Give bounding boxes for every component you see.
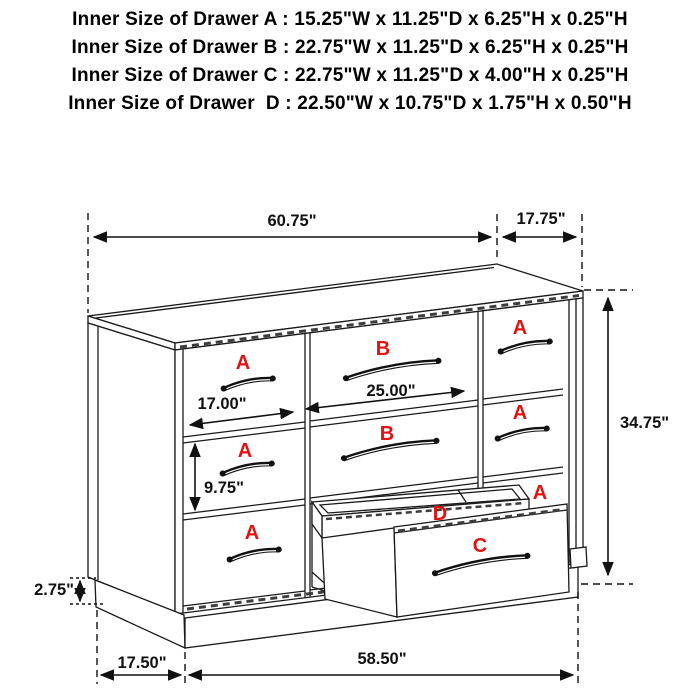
left-side-panel — [88, 323, 175, 612]
drawer-stop-bracket — [570, 547, 587, 568]
header-line-drawer-d: Inner Size of Drawer D : 22.50"W x 10.75"D x 1.75"H x 0.50"H — [68, 93, 632, 114]
drawer-label-a3: A — [244, 522, 260, 544]
drawer-label-a6: A — [532, 482, 548, 504]
drawer-label-b2: B — [379, 423, 395, 445]
drawer-label-b1: B — [375, 338, 391, 360]
dim-top-width-label: 60.75" — [267, 212, 317, 230]
drawer-label-c: C — [472, 535, 488, 557]
header-line-drawer-b: Inner Size of Drawer B : 22.75"W x 11.25"D x 6.25"H x 0.25"H — [71, 37, 629, 58]
drawer-label-d: D — [432, 503, 448, 525]
drawer-label-a4: A — [512, 317, 528, 339]
dim-base-width-label: 58.50" — [357, 650, 407, 668]
dim-drawer-a-height-label: 9.75" — [204, 479, 244, 497]
drawer-label-a2: A — [237, 440, 253, 462]
dim-base-height-label: 2.75" — [34, 581, 74, 599]
dim-drawer-a-width-label: 17.00" — [197, 395, 247, 413]
dim-top-depth-label: 17.75" — [516, 210, 566, 228]
header-line-drawer-c: Inner Size of Drawer C : 22.75"W x 11.25"D x 4.00"H x 0.25"H — [71, 65, 629, 86]
dim-overall-height-label: 34.75" — [620, 414, 670, 432]
header-line-drawer-a: Inner Size of Drawer A : 15.25"W x 11.25"D x 6.25"H x 0.25"H — [72, 9, 628, 30]
dim-base-depth-label: 17.50" — [117, 654, 167, 672]
drawer-label-a1: A — [235, 352, 251, 374]
drawer-label-a5: A — [512, 402, 528, 424]
dim-drawer-b-width-label: 25.00" — [366, 382, 416, 400]
drawer-size-header — [0, 6, 700, 118]
